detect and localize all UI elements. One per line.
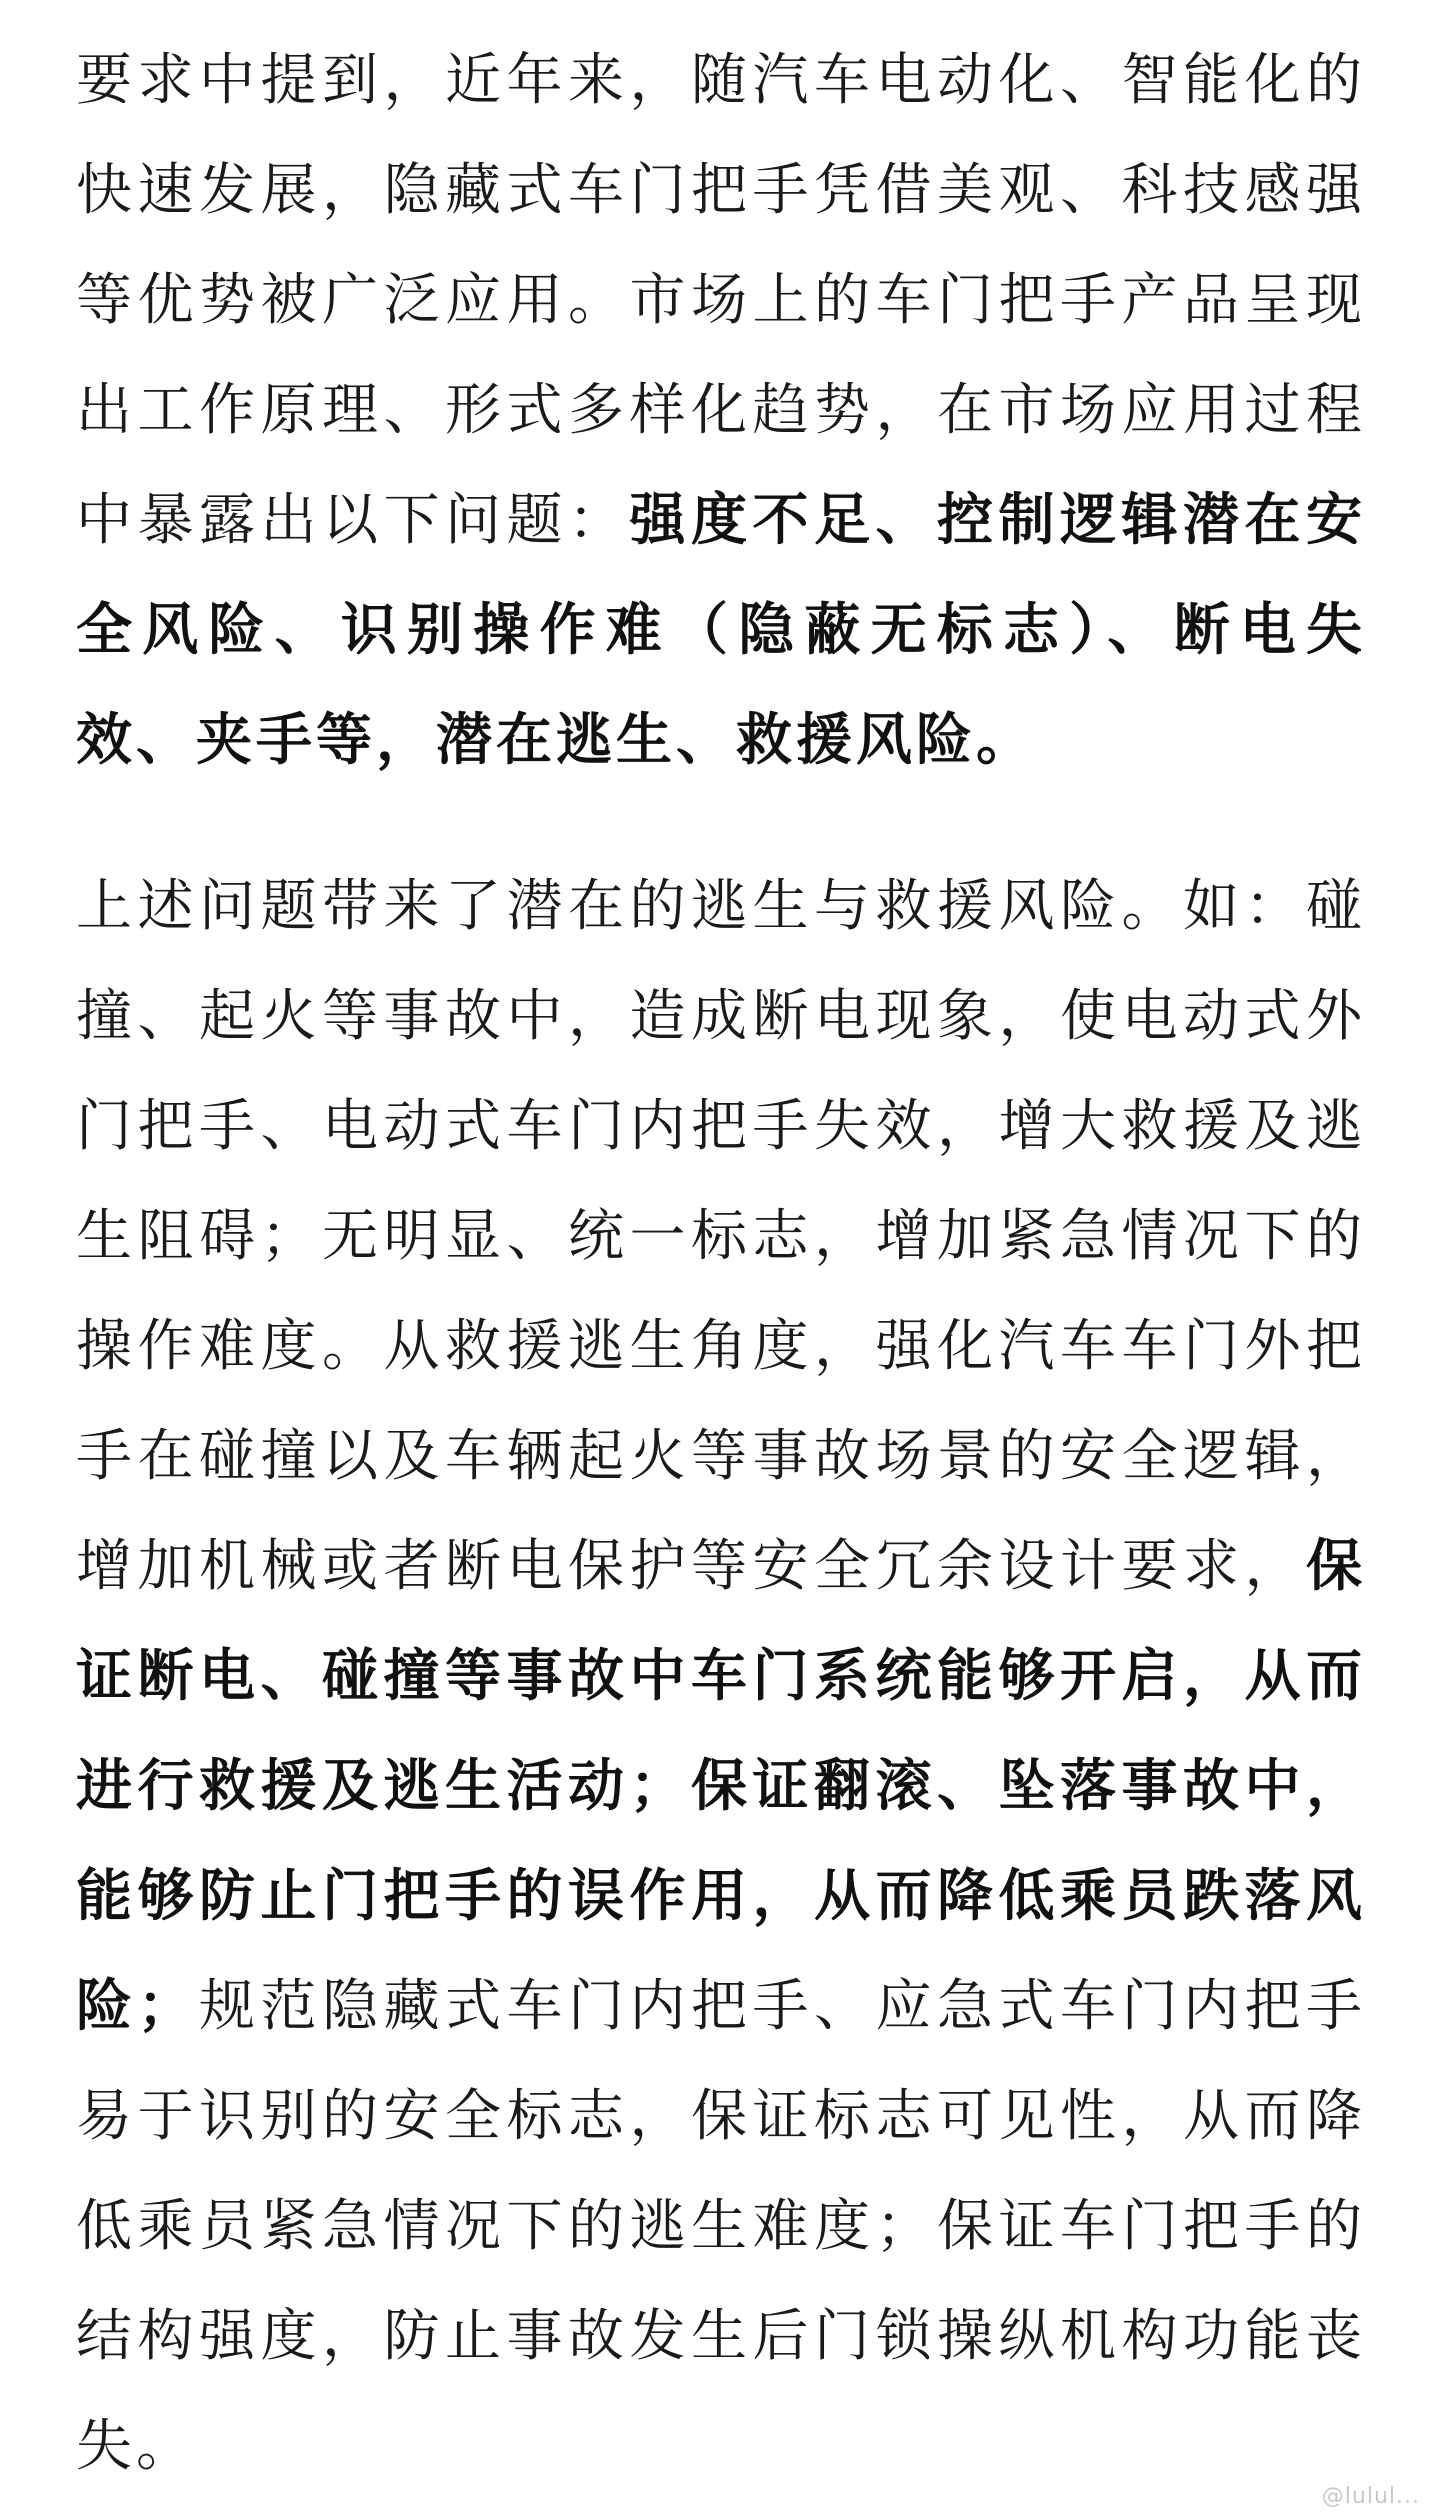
paragraph-1-text: 要求中提到，近年来，随汽车电动化、智能化的快速发展，隐藏式车门把手凭借美观、科技感强等优势被广泛应用。市场上的车门把手产品呈现出工作原理、形式多样化趋势，在市场应用过程中暴露出以下问题： [76,48,1366,553]
paragraph-2 [76,852,1366,2502]
paragraph-1-bold-text: 强度不足、控制逻辑潜在安全风险、识别操作难（隐蔽无标志）、断电失效、夹手等，潜在逃生、救援风险。 [76,488,1366,773]
paragraph-1 [76,26,1366,796]
paragraph-2-text: 上述问题带来了潜在的逃生与救援风险。如：碰撞、起火等事故中，造成断电现象，使电动式外门把手、电动式车门内把手失效，增大救援及逃生阻碍；无明显、统一标志，增加紧急情况下的操作难度。从救援逃生角度，强化汽车车门外把手在碰撞以及车辆起火等事故场景的安全逻辑，增加机械或者断电保护等安全冗余设计要求， [76,874,1366,1599]
paragraph-2-tail-text: 规范隐藏式车门内把手、应急式车门内把手易于识别的安全标志，保证标志可见性，从而降低乘员紧急情况下的逃生难度；保证车门把手的结构强度，防止事故发生后门锁操纵机构功能丧失。 [76,1974,1366,2479]
watermark: @lulul... [1321,2484,1420,2509]
article-body [76,26,1366,2502]
paragraph-2-bold-text: 保证断电、碰撞等事故中车门系统能够开启，从而进行救援及逃生活动；保证翻滚、坠落事故中，能够防止门把手的误作用，从而降低乘员跌落风险； [76,1534,1366,2039]
